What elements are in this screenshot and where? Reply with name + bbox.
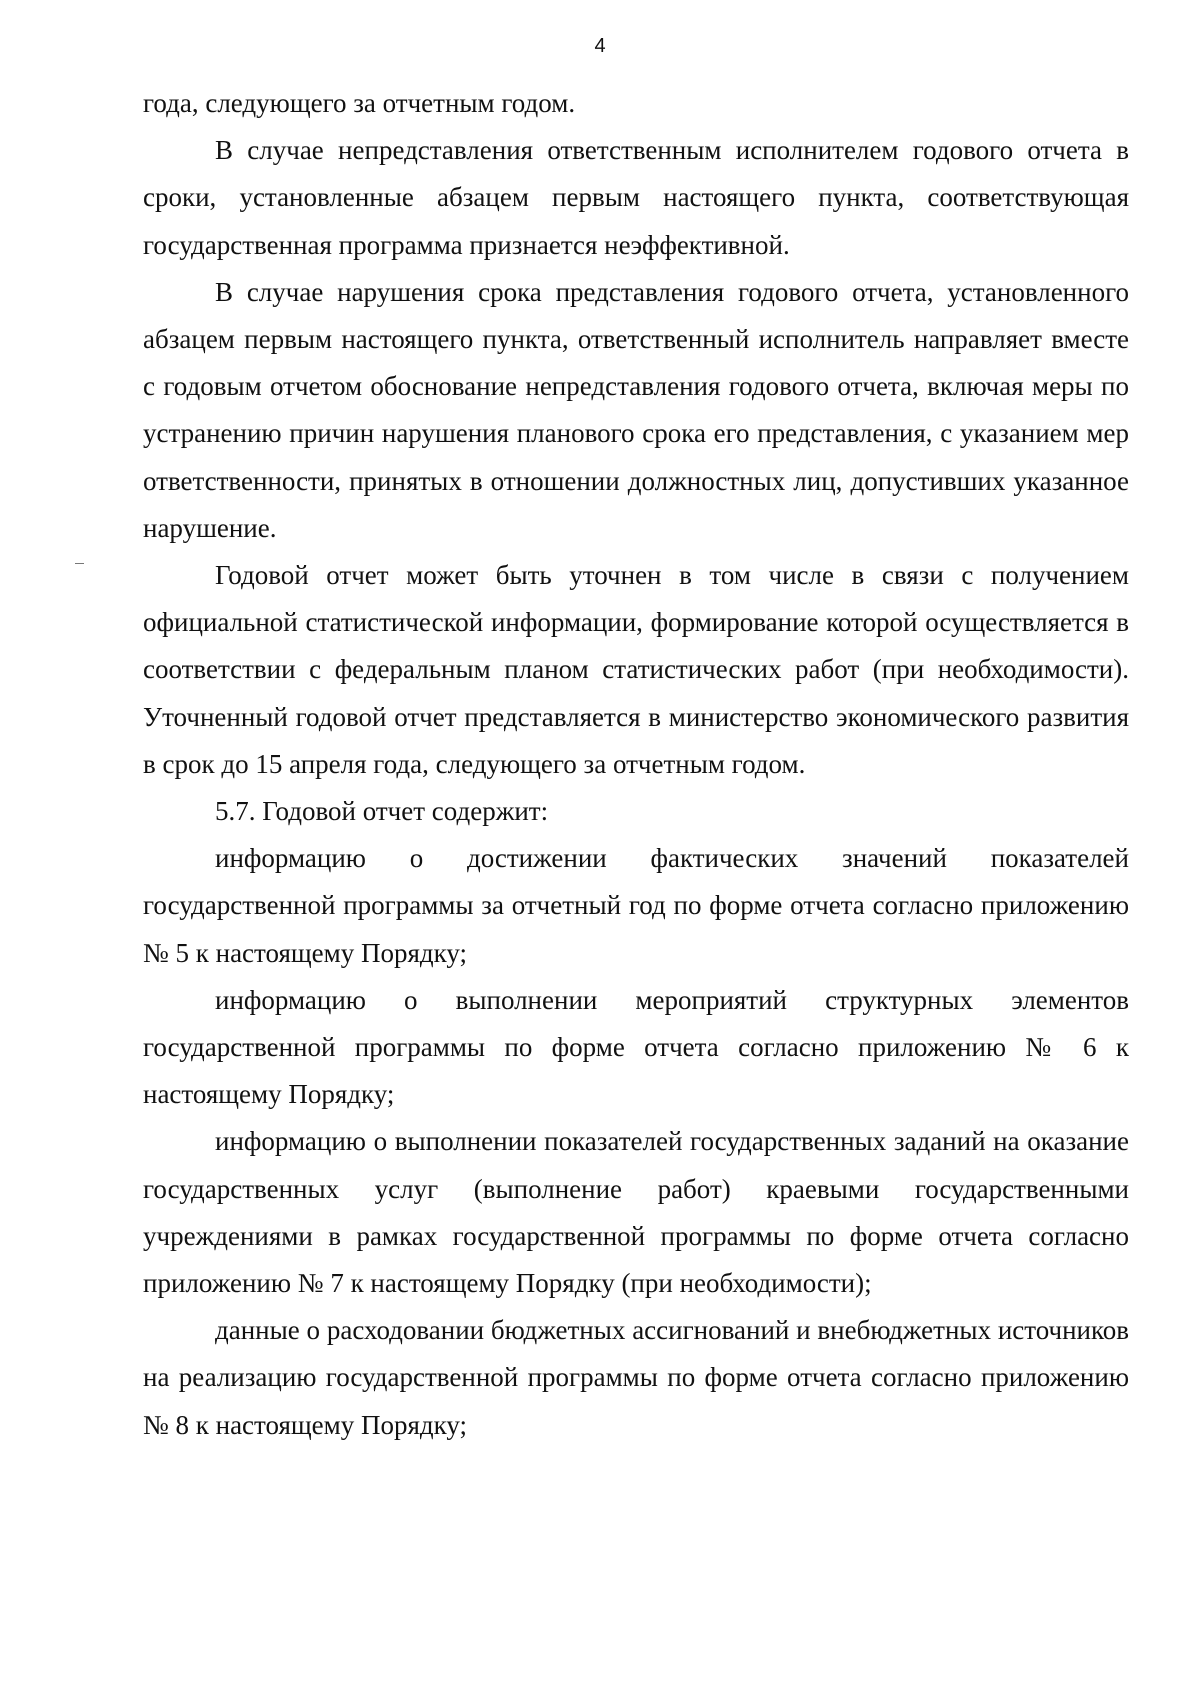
paragraph-nonsubmission: В случае непредставления ответственным исполнителем годового отчета в сроки, установленные абзацем первым настоящего пункта, соответствующая государственная программа признается неэффективной. xyxy=(143,135,1129,260)
section-heading-5-7: 5.7. Годовой отчет содержит: xyxy=(215,796,549,827)
list-item-state-assignments: информацию о выполнении показателей государственных заданий на оказание государственных услуг (выполнение работ) краевыми государственными учреждениями в рамках государственной программы по форме отчета согласно приложению № 7 к настоящему Порядку (при необходимости); xyxy=(143,1126,1129,1299)
list-item-activities: информацию о выполнении мероприятий структурных элементов государственной программы по форме отчета согласно приложению № 6 к настоящему Порядку; xyxy=(143,984,1129,1110)
list-item-indicators: информацию о достижении фактических значений показателей государственной программы за отчетный год по форме отчета согласно приложению № 5 к настоящему Порядку; xyxy=(143,843,1129,968)
paragraph-continuation: года, следующего за отчетным годом. xyxy=(143,88,576,118)
document-body xyxy=(143,80,1129,1449)
page-number: 4 xyxy=(594,35,606,57)
margin-mark xyxy=(75,563,84,564)
list-item-budget-spending: данные о расходовании бюджетных ассигнований и внебюджетных источников на реализацию государственной программы по форме отчета согласно приложению № 8 к настоящему Порядку; xyxy=(143,1315,1129,1440)
paragraph-report-refinement: Годовой отчет может быть уточнен в том числе в связи с получением официальной статистической информации, формирование которой осуществляется в соответствии с федеральным планом статистических работ (при необходимости). Уточненный годовой отчет представляется в министерство экономического развития в срок до 15 апреля года, следующего за отчетным годом. xyxy=(143,560,1129,779)
paragraph-deadline-violation: В случае нарушения срока представления годового отчета, установленного абзацем первым настоящего пункта, ответственный исполнитель направляет вместе с годовым отчетом обоснование непредставления годового отчета, включая меры по устранению причин нарушения планового срока его представления, с указанием мер ответственности, принятых в отношении должностных лиц, допустивших указанное нарушение. xyxy=(143,276,1129,543)
